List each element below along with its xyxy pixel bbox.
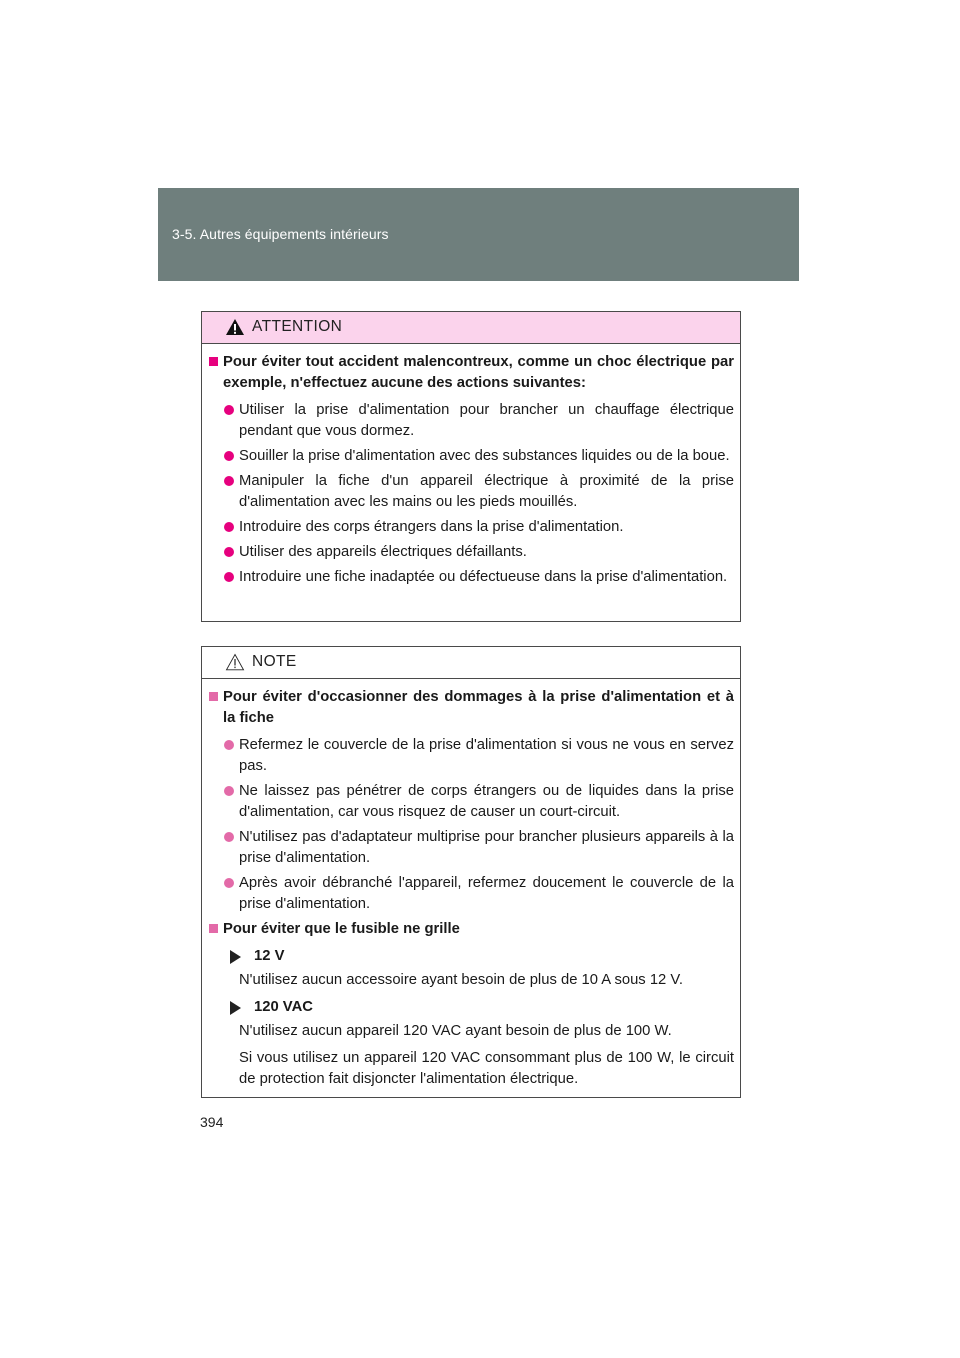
sub-label-12v: 12 V (208, 946, 734, 967)
sub-text-12v: N'utilisez aucun accessoire ayant besoin de plus de 10 A sous 12 V. (239, 972, 684, 988)
list-item: Introduire une fiche inadaptée ou défectueuse dans la prise d'alimentation. (208, 567, 734, 588)
round-bullet-icon (224, 547, 234, 557)
page-number: 394 (200, 1114, 224, 1130)
note-heading-damage: Pour éviter d'occasionner des dommages à la prise d'alimentation et à la fiche (208, 687, 734, 729)
list-item: Manipuler la fiche d'un appareil électrique à proximité de la prise d'alimentation avec les mains ou les pieds mouillés. (208, 471, 734, 513)
attention-box (201, 311, 741, 622)
round-bullet-icon (224, 740, 234, 750)
attention-heading: Pour éviter tout accident malencontreux, comme un choc électrique par exemple, n'effectuez aucune des actions suivantes: (208, 352, 734, 394)
round-bullet-icon (224, 451, 234, 461)
round-bullet-icon (224, 832, 234, 842)
attention-header (202, 312, 740, 344)
list-item: N'utilisez pas d'adaptateur multiprise pour brancher plusieurs appareils à la prise d'alimentation. (208, 827, 734, 869)
square-bullet-icon (209, 357, 218, 366)
warning-filled-icon (225, 318, 245, 336)
list-item: Introduire des corps étrangers dans la prise d'alimentation. (208, 517, 734, 538)
warning-outline-icon (225, 653, 245, 671)
note-heading-fuse: Pour éviter que le fusible ne grille (208, 919, 734, 940)
list-item: Utiliser des appareils électriques défaillants. (208, 542, 734, 563)
round-bullet-icon (224, 572, 234, 582)
sub-text-120vac-1: N'utilisez aucun appareil 120 VAC ayant besoin de plus de 100 W. (239, 1023, 672, 1039)
list-item: Ne laissez pas pénétrer de corps étrangers ou de liquides dans la prise d'alimentation, car vous risquez de causer un court-circuit. (208, 781, 734, 823)
round-bullet-icon (224, 522, 234, 532)
note-box (201, 646, 741, 1098)
sub-text-120vac-2: Si vous utilisez un appareil 120 VAC consommant plus de 100 W, le circuit de protection fait disjoncter l'alimentation électrique. (239, 1050, 734, 1087)
triangle-right-icon (230, 950, 241, 964)
section-title: 3-5. Autres équipements intérieurs (172, 226, 389, 242)
list-item: Après avoir débranché l'appareil, refermez doucement le couvercle de la prise d'alimentation. (208, 873, 734, 915)
round-bullet-icon (224, 476, 234, 486)
list-item: Souiller la prise d'alimentation avec des substances liquides ou de la boue. (208, 446, 734, 467)
note-label: NOTE (252, 653, 297, 670)
list-item: Refermez le couvercle de la prise d'alimentation si vous ne vous en servez pas. (208, 735, 734, 777)
square-bullet-icon (209, 692, 218, 701)
triangle-right-icon (230, 1001, 241, 1015)
round-bullet-icon (224, 405, 234, 415)
list-item: Utiliser la prise d'alimentation pour brancher un chauffage électrique pendant que vous dormez. (208, 400, 734, 442)
round-bullet-icon (224, 786, 234, 796)
attention-label: ATTENTION (252, 318, 343, 335)
square-bullet-icon (209, 924, 218, 933)
note-header (202, 647, 740, 679)
round-bullet-icon (224, 878, 234, 888)
sub-label-120vac: 120 VAC (208, 997, 734, 1018)
